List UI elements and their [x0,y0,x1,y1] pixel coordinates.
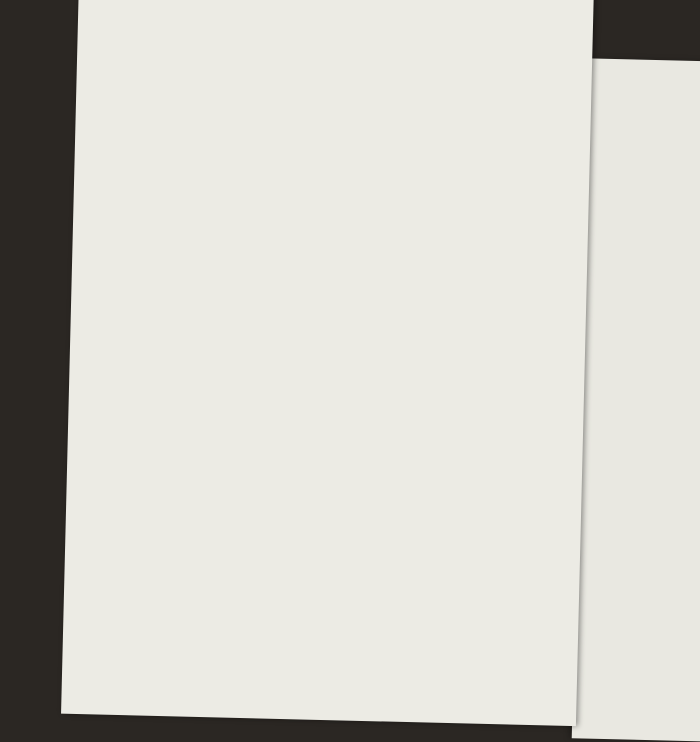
adjacent-page [572,58,700,741]
book-page [61,0,594,726]
page-number [78,10,593,23]
